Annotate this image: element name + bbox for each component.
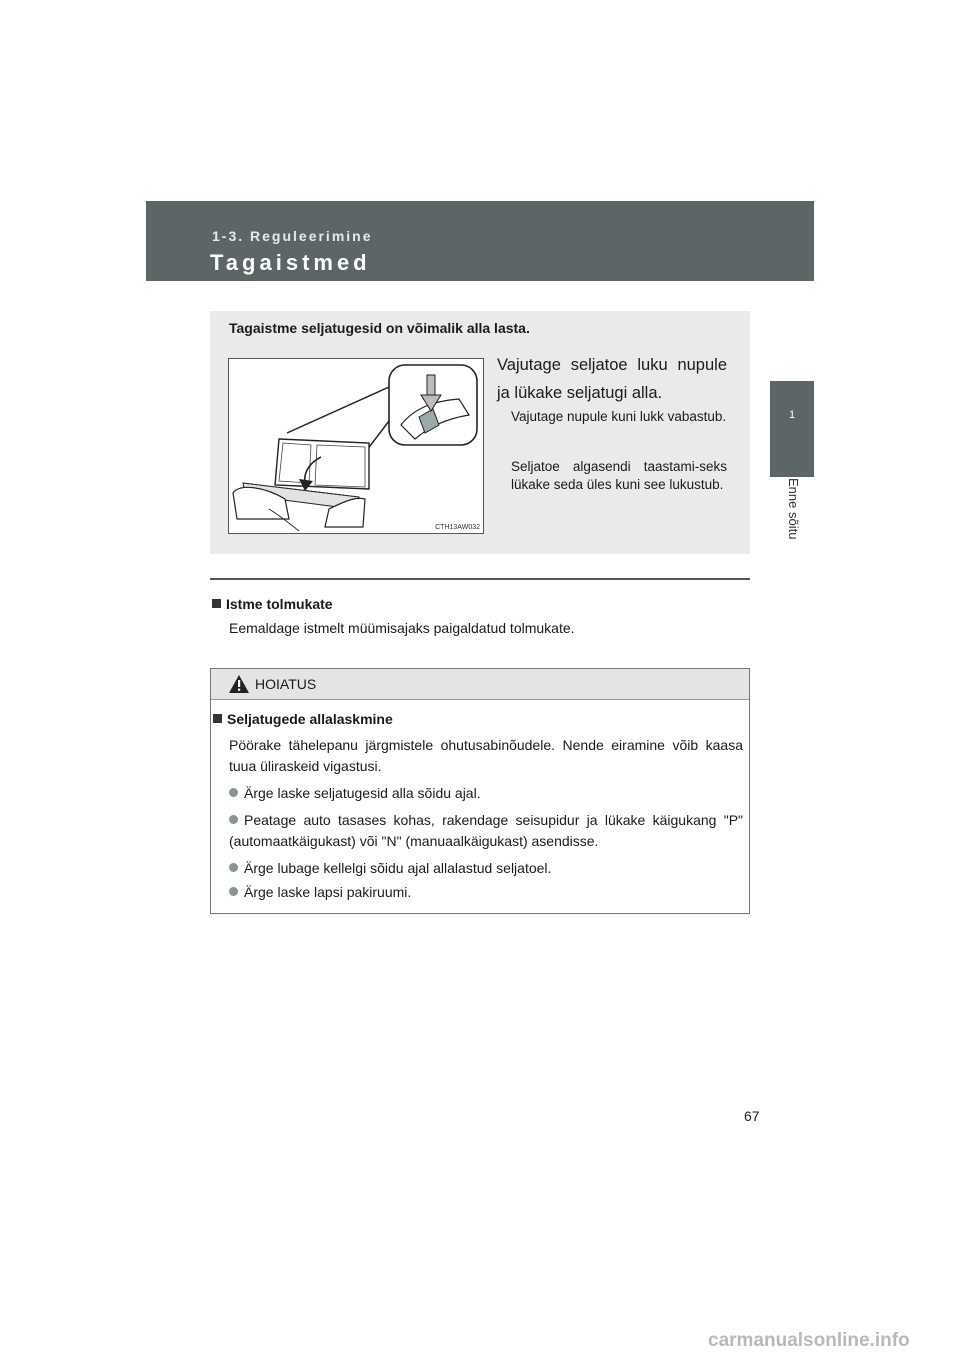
round-bullet-icon [229,788,238,797]
warning-label: HOIATUS [255,676,317,692]
warning-bullet [229,783,743,804]
step-main-instruction: Vajutage seljatoe luku nupule ja lükake seljatugi alla. [497,356,727,402]
warning-intro: Pöörake tähelepanu järgmistele ohutusabinõudele. Nende eiramine võib kaasa tuua üliraskeid vigastusi. [229,737,743,774]
dust-cover-heading [212,596,333,612]
dust-cover-body: Eemaldage istmelt müümisajaks paigaldatud tolmukate. [229,620,575,636]
round-bullet-icon [229,887,238,896]
warning-bullet [229,810,743,852]
chapter-side-tab [770,381,814,477]
warning-header [211,669,749,700]
section-label: 1-3. Reguleerimine [212,228,373,244]
warning-heading [213,711,393,727]
warning-bullet-text: Ärge lubage kellelgi sõidu ajal allalastud seljatoel. [244,860,552,876]
instruction-lead: Tagaistme seljatugesid on võimalik alla lasta. [229,320,530,336]
seat-illustration [228,358,484,534]
warning-bullet-text: Ärge laske lapsi pakiruumi. [244,884,412,900]
warning-bullet-text: Peatage auto tasases kohas, rakendage seisupidur ja lükake käigukang "P" (automaatkäigukast) või "N" (manuaalkäigukast) asendisse. [229,812,743,849]
warning-bullet [229,858,743,879]
illustration-code: CTH13AW032 [435,524,480,531]
warning-title: Seljatugede allalaskmine [227,711,393,727]
rear-seat-fold-drawing [229,359,483,533]
instruction-box [210,311,750,554]
dust-cover-title: Istme tolmukate [226,596,333,612]
chapter-side-label: Enne sõitu [786,478,801,540]
watermark: carmanualsonline.info [708,1330,910,1351]
warning-bullet [229,882,743,903]
step-sub-instruction-1: Vajutage nupule kuni lukk vabastub. [511,409,727,424]
square-bullet-icon [213,714,222,723]
round-bullet-icon [229,815,238,824]
step-sub-instruction-2: Seljatoe algasendi taastami-seks lükake seda üles kuni see lukustub. [511,459,727,492]
round-bullet-icon [229,863,238,872]
warning-triangle-icon [228,674,250,694]
chapter-number: 1 [788,409,796,421]
section-divider [210,578,750,580]
warning-box [210,668,750,914]
square-bullet-icon [212,599,221,608]
page-title: Tagaistmed [210,250,371,275]
page-number: 67 [744,1108,760,1124]
warning-bullet-text: Ärge laske seljatugesid alla sõidu ajal. [244,785,481,801]
